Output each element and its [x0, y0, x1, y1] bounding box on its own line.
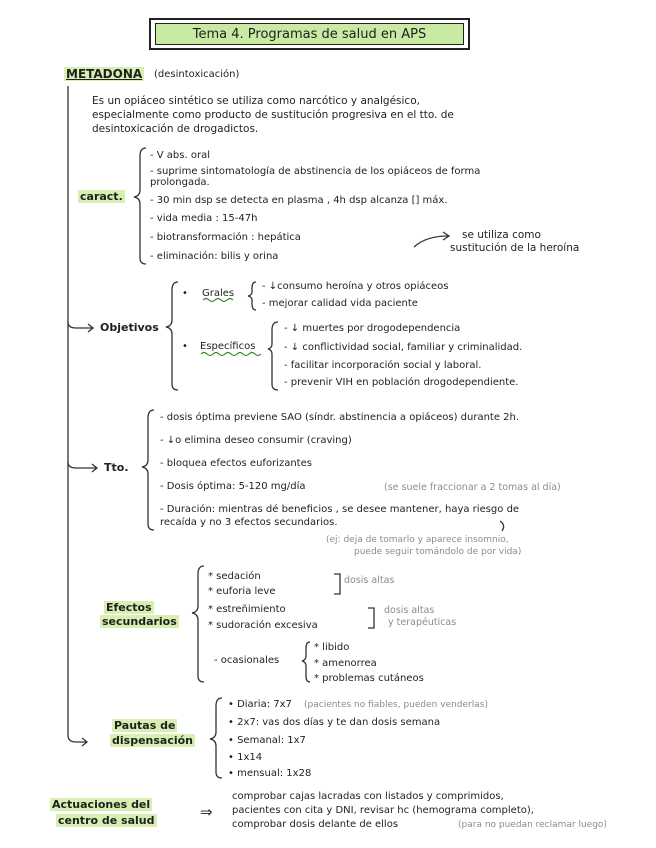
diaria-note: (pacientes no fiables, pueden venderlas): [304, 700, 488, 710]
grales-label: Grales: [202, 288, 235, 299]
objetivo-item: - ↓consumo heroína y otros opiáceos: [262, 281, 449, 292]
actuacion-note: (para no puedan reclamar luego): [458, 820, 607, 830]
tto-item: - Duración: mientras dé beneficios , se desee mantener, haya riesgo de: [160, 504, 520, 515]
dosis-altas-terap-note: dosis altas: [384, 605, 435, 616]
caract-note: se utiliza como: [462, 229, 541, 241]
category-label-actuaciones: centro de salud: [58, 814, 155, 827]
caract-item: - V abs. oral: [150, 150, 210, 161]
caract-item: - 30 min dsp se detecta en plasma , 4h dsp alcanza [] máx.: [150, 195, 448, 206]
actuacion-line: comprobar cajas lacradas con listados y comprimidos,: [232, 791, 504, 802]
ocasional-item: * problemas cutáneos: [314, 673, 424, 684]
efecto-item: * sedación: [208, 571, 261, 582]
tto-item: - dosis óptima previene SAO (síndr. abstinencia a opiáceos) durante 2h.: [160, 412, 520, 423]
dosis-altas-terap-note: y terapéuticas: [388, 617, 457, 628]
intro-line: desintoxicación de drogadictos.: [92, 123, 259, 135]
objetivo-item: - ↓ muertes por drogodependencia: [284, 323, 461, 334]
objetivo-item: - mejorar calidad vida paciente: [262, 298, 418, 309]
tto-item: - Dosis óptima: 5-120 mg/día: [160, 481, 306, 492]
category-label-pautas: dispensación: [112, 734, 194, 747]
caract-item: - vida media : 15-47h: [150, 213, 258, 224]
pauta-item: • 2x7: vas dos días y te dan dosis semana: [228, 717, 441, 728]
tto-example: puede seguir tomándolo de por vida): [354, 547, 522, 557]
category-label-objetivos: Objetivos: [100, 321, 159, 334]
category-label-efectos: secundarios: [102, 615, 177, 628]
pauta-item: • Diaria: 7x7: [228, 699, 292, 710]
section-heading: METADONA: [66, 67, 143, 81]
pauta-item: • mensual: 1x28: [228, 768, 312, 779]
tto-item: - bloquea efectos euforizantes: [160, 458, 312, 469]
actuacion-line: pacientes con cita y DNI, revisar hc (hemograma completo),: [232, 805, 534, 816]
efecto-item: * sudoración excesiva: [208, 620, 318, 631]
category-label-caract: caract.: [80, 190, 123, 203]
especificos-label: Específicos: [200, 341, 256, 352]
ocasional-item: * libido: [314, 642, 350, 653]
implies-arrow-icon: ⇒: [200, 803, 213, 821]
intro-line: especialmente como producto de sustitución progresiva en el tto. de: [92, 109, 454, 121]
dose-note: (se suele fraccionar a 2 tomas al día): [384, 482, 561, 493]
intro-line: Es un opiáceo sintético se utiliza como narcótico y analgésico,: [92, 95, 420, 107]
pauta-item: • Semanal: 1x7: [228, 735, 306, 746]
bullet-icon: •: [182, 341, 188, 352]
caract-item: - biotransformación : hepática: [150, 232, 301, 243]
efecto-item: * euforia leve: [208, 586, 276, 597]
page-title: Tema 4. Programas de salud en APS: [155, 23, 464, 45]
category-label-efectos: Efectos: [106, 601, 152, 614]
efecto-item: * estreñimiento: [208, 604, 286, 615]
bullet-icon: •: [182, 288, 188, 299]
pauta-item: • 1x14: [228, 752, 263, 763]
category-label-actuaciones: Actuaciones del: [52, 798, 151, 811]
category-label-tto: Tto.: [104, 461, 129, 474]
caract-item: - eliminación: bilis y orina: [150, 251, 279, 262]
category-label-pautas: Pautas de: [114, 719, 176, 732]
dosis-altas-note: dosis altas: [344, 575, 395, 586]
section-subheading: (desintoxicación): [154, 69, 240, 80]
caract-note: sustitución de la heroína: [450, 242, 580, 254]
tto-item: - ↓o elimina deseo consumir (craving): [160, 435, 352, 446]
ocasionales-label: - ocasionales: [214, 655, 280, 666]
ocasional-item: * amenorrea: [314, 658, 377, 669]
objetivo-item: - facilitar incorporación social y laboral.: [284, 360, 482, 371]
caract-item: prolongada.: [150, 177, 210, 188]
objetivo-item: - ↓ conflictividad social, familiar y criminalidad.: [284, 342, 523, 353]
actuacion-line: comprobar dosis delante de ellos: [232, 819, 399, 830]
tto-example: (ej: deja de tomarlo y aparece insomnio,: [326, 535, 509, 545]
objetivo-item: - prevenir VIH en población drogodependiente.: [284, 377, 519, 388]
tto-item: recaída y no 3 efectos secundarios.: [160, 517, 338, 528]
caract-item: - suprime sintomatología de abstinencia de los opiáceos de forma: [150, 166, 481, 177]
